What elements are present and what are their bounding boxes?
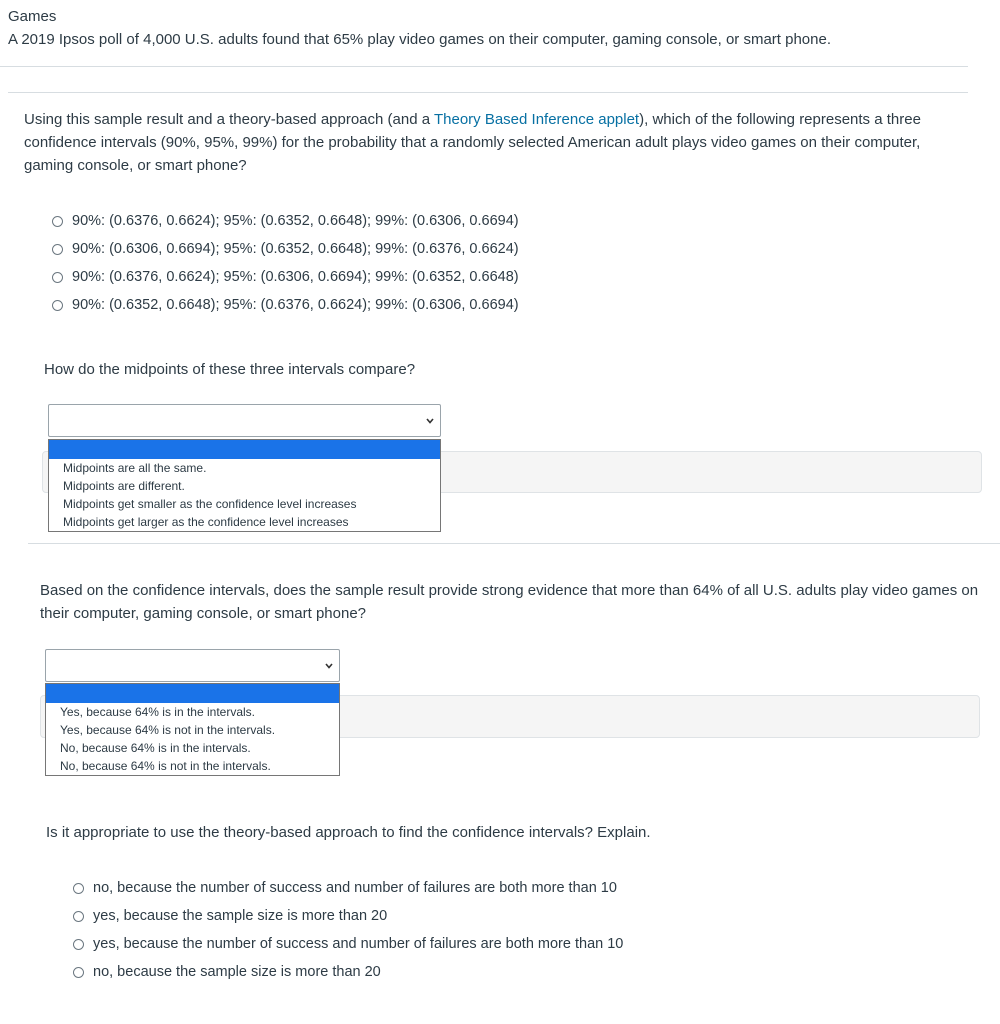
q1-options: [52, 207, 519, 319]
chevron-down-icon: [426, 418, 434, 424]
q4-option-label: no, because the sample size is more than 20: [93, 964, 381, 980]
q3-select[interactable]: [45, 649, 340, 682]
q4-option-label: yes, because the sample size is more than 20: [93, 908, 388, 924]
chevron-down-icon: [325, 663, 333, 669]
q1-option-label: 90%: (0.6352, 0.6648); 95%: (0.6376, 0.6624); 99%: (0.6306, 0.6694): [72, 297, 519, 313]
applet-link[interactable]: Theory Based Inference applet: [433, 111, 640, 128]
q4-option[interactable]: [73, 958, 623, 986]
q1-prompt-text: Using this sample result and a theory-based approach (and a: [24, 111, 434, 128]
q2-dropdown-list: [48, 439, 441, 532]
dropdown-highlighted-option[interactable]: [49, 440, 440, 459]
q1-option-label: 90%: (0.6306, 0.6694); 95%: (0.6352, 0.6648); 99%: (0.6376, 0.6624): [72, 241, 519, 257]
q4-option[interactable]: [73, 874, 623, 902]
q1-prompt: [24, 108, 969, 177]
q1-option[interactable]: [52, 291, 519, 319]
dropdown-option[interactable]: Midpoints get larger as the confidence level increases: [63, 515, 349, 529]
divider: [8, 92, 968, 93]
q4-option-label: no, because the number of success and number of failures are both more than 10: [93, 880, 617, 896]
q3-dropdown-list: [45, 683, 340, 776]
radio-button[interactable]: [73, 911, 84, 922]
radio-button[interactable]: [73, 967, 84, 978]
q2-select[interactable]: [48, 404, 441, 437]
dropdown-option[interactable]: Yes, because 64% is in the intervals.: [60, 705, 256, 719]
dropdown-option[interactable]: Midpoints are all the same.: [63, 461, 207, 475]
radio-button[interactable]: [73, 939, 84, 950]
q1-option[interactable]: [52, 263, 519, 291]
q4-option[interactable]: [73, 930, 623, 958]
divider: [0, 66, 968, 67]
radio-button[interactable]: [52, 272, 63, 283]
dropdown-option[interactable]: Midpoints are different.: [63, 479, 185, 493]
dropdown-option[interactable]: Yes, because 64% is not in the intervals.: [60, 723, 276, 737]
radio-button[interactable]: [52, 216, 63, 227]
question-title: Games: [8, 8, 57, 25]
q4-prompt: Is it appropriate to use the theory-based approach to find the confidence intervals? Explain.: [46, 824, 651, 841]
dropdown-option[interactable]: No, because 64% is not in the intervals.: [60, 759, 271, 773]
q1-option[interactable]: [52, 207, 519, 235]
q1-prompt-text-after: ), which of the following represents a three confidence intervals (90%, 95%, 99%) for the probability that a randomly selected American adult plays video games on their computer, gaming console, or smart phone?: [24, 111, 921, 174]
question-intro: A 2019 Ipsos poll of 4,000 U.S. adults found that 65% play video games on their computer, gaming console, or smart phone.: [8, 31, 832, 48]
dropdown-option[interactable]: No, because 64% is in the intervals.: [60, 741, 251, 755]
divider: [28, 543, 1000, 544]
dropdown-highlighted-option[interactable]: [46, 684, 339, 703]
radio-button[interactable]: [52, 244, 63, 255]
radio-button[interactable]: [52, 300, 63, 311]
q4-option-label: yes, because the number of success and number of failures are both more than 10: [93, 936, 624, 952]
q1-option[interactable]: [52, 235, 519, 263]
q1-option-label: 90%: (0.6376, 0.6624); 95%: (0.6306, 0.6694); 99%: (0.6352, 0.6648): [72, 269, 519, 285]
dropdown-option[interactable]: Midpoints get smaller as the confidence level increases: [63, 497, 357, 511]
q4-options: [73, 874, 623, 986]
q1-option-label: 90%: (0.6376, 0.6624); 95%: (0.6352, 0.6648); 99%: (0.6306, 0.6694): [72, 213, 519, 229]
radio-button[interactable]: [73, 883, 84, 894]
q3-prompt: Based on the confidence intervals, does the sample result provide strong evidence that more than 64% of all U.S. adults play video games on their computer, gaming console, or smart phone?: [40, 582, 979, 622]
q2-prompt: How do the midpoints of these three intervals compare?: [44, 361, 416, 378]
q4-option[interactable]: [73, 902, 623, 930]
